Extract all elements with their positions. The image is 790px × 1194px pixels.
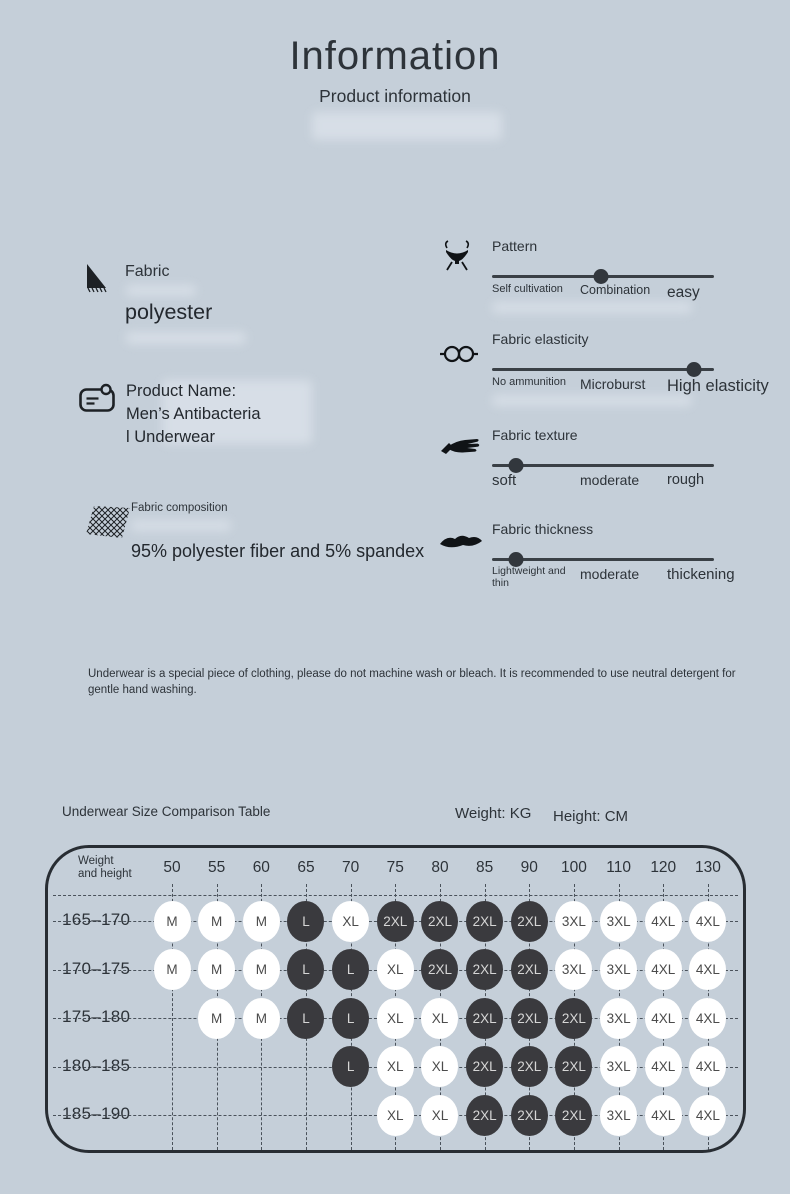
column-header: 110 <box>606 859 631 876</box>
size-bubble: 3XL <box>600 1046 637 1087</box>
size-bubble: 2XL <box>555 1046 592 1087</box>
slider-fabric-texture <box>492 427 790 505</box>
height-unit-label: Height: CM <box>553 808 629 825</box>
size-bubble: XL <box>377 949 414 990</box>
column-header: 100 <box>561 859 587 876</box>
slider-option: easy <box>667 284 700 301</box>
size-bubble: 2XL <box>555 998 592 1039</box>
size-bubble: 3XL <box>555 949 592 990</box>
column-header: 55 <box>208 859 226 876</box>
size-bubble: 4XL <box>645 1046 682 1087</box>
briefs-icon <box>438 238 476 279</box>
id-card-icon <box>78 382 118 419</box>
care-notice: Underwear is a special piece of clothing, please do not machine wash or bleach. It is recommended to use neutral detergent for gentle hand washing. <box>88 668 736 696</box>
size-bubble: XL <box>421 998 458 1039</box>
size-bubble: 4XL <box>645 1095 682 1136</box>
size-table-box <box>45 845 746 1153</box>
size-bubble: M <box>243 949 280 990</box>
slider-option: moderate <box>580 472 640 488</box>
size-table-title: Underwear Size Comparison Table <box>62 804 271 819</box>
size-bubble: 2XL <box>466 1046 503 1087</box>
size-bubble: 2XL <box>466 901 503 942</box>
size-bubble: 2XL <box>511 1095 548 1136</box>
size-bubble: 2XL <box>511 1046 548 1087</box>
fabric-weave-icon <box>84 504 132 545</box>
size-bubble: L <box>287 949 324 990</box>
page-subtitle: Product information <box>319 86 471 106</box>
slider-option: soft <box>492 472 517 489</box>
slider-option: thickening <box>667 566 735 583</box>
size-bubble: 2XL <box>511 998 548 1039</box>
slider-option: Self cultivation <box>492 283 563 295</box>
column-header: 85 <box>475 859 494 876</box>
slider-label: Fabric texture <box>492 427 578 443</box>
row-label: 185–190 <box>62 1104 131 1123</box>
size-bubble: 4XL <box>689 901 726 942</box>
page-title: Information <box>289 34 501 78</box>
slider-label: Fabric thickness <box>492 521 594 537</box>
row-label: 165–170 <box>62 910 131 929</box>
size-bubble: 3XL <box>600 998 637 1039</box>
slider-thumb <box>509 458 524 473</box>
size-bubble: 4XL <box>689 949 726 990</box>
size-bubble: XL <box>377 1046 414 1087</box>
slider-options <box>492 472 790 502</box>
slider-track <box>492 368 714 371</box>
slider-track <box>492 558 714 561</box>
size-bubble: XL <box>421 1046 458 1087</box>
size-bubble: M <box>243 998 280 1039</box>
slider-options <box>492 376 790 406</box>
size-bubble: M <box>198 998 235 1039</box>
size-bubble: L <box>332 1046 369 1087</box>
size-bubble: XL <box>377 998 414 1039</box>
column-header: 50 <box>163 859 181 876</box>
size-bubble: 2XL <box>466 949 503 990</box>
product-name-line: Men’s Antibacteria <box>126 405 261 423</box>
slider-option: Microburst <box>580 376 646 392</box>
size-bubble: 4XL <box>645 901 682 942</box>
size-bubble: 4XL <box>689 1046 726 1087</box>
size-bubble: 4XL <box>645 998 682 1039</box>
slider-thumb <box>593 269 608 284</box>
slider-options <box>492 566 790 596</box>
size-bubble: 4XL <box>689 1095 726 1136</box>
slider-options <box>492 283 790 313</box>
row-label: 170–175 <box>62 958 131 978</box>
feather-wing-icon <box>438 531 484 558</box>
size-bubble: L <box>332 998 369 1039</box>
size-bubble: M <box>243 901 280 942</box>
slider-option: Lightweight and thin <box>492 565 566 589</box>
slider-label: Fabric elasticity <box>492 331 589 347</box>
column-header: 80 <box>431 859 449 876</box>
product-name-label: Product Name: <box>126 382 237 400</box>
size-bubble: 3XL <box>600 901 637 942</box>
row-label: 175–180 <box>62 1007 131 1026</box>
slider-track <box>492 275 714 278</box>
size-bubble: L <box>287 901 324 942</box>
size-bubble: 2XL <box>511 901 548 942</box>
size-bubble: M <box>198 901 235 942</box>
column-header: 70 <box>342 859 360 876</box>
size-bubble: 2XL <box>555 1095 592 1136</box>
size-bubble: 2XL <box>377 901 414 942</box>
size-bubble: M <box>154 901 191 942</box>
size-bubble: 3XL <box>555 901 592 942</box>
size-bubble: 2XL <box>466 1095 503 1136</box>
fabric-value: polyester <box>125 300 213 324</box>
size-bubble: XL <box>332 901 369 942</box>
grid-hline <box>53 895 738 896</box>
product-name-block <box>126 380 261 449</box>
fabric-label: Fabric <box>125 263 170 280</box>
column-header: 90 <box>520 859 538 876</box>
slider-option: No ammunition <box>492 376 566 388</box>
size-bubble: L <box>287 998 324 1039</box>
slider-option: moderate <box>580 566 640 582</box>
size-bubble: 2XL <box>511 949 548 990</box>
slider-label: Pattern <box>492 238 538 254</box>
size-bubble: M <box>154 949 191 990</box>
triangle-ruler-icon <box>84 262 110 299</box>
watermark-smudge <box>126 285 196 296</box>
column-header: 75 <box>386 859 404 876</box>
row-label: 180–185 <box>62 1055 131 1075</box>
size-bubble: 3XL <box>600 1095 637 1136</box>
watermark-smudge <box>131 520 231 531</box>
watermark-smudge <box>312 112 502 140</box>
slider-fabric-elasticity <box>492 331 790 409</box>
size-bubble: XL <box>377 1095 414 1136</box>
column-header: 130 <box>694 859 721 876</box>
slider-fabric-thickness <box>492 521 790 599</box>
composition-value: 95% polyester fiber and 5% spandex <box>131 541 425 561</box>
size-bubble: 4XL <box>645 949 682 990</box>
column-header: 120 <box>650 859 677 876</box>
size-bubble: 2XL <box>421 901 458 942</box>
product-name-line: l Underwear <box>126 428 215 446</box>
slider-track <box>492 464 714 467</box>
slider-option: rough <box>667 472 705 488</box>
size-bubble: L <box>332 949 369 990</box>
column-header: 65 <box>297 859 315 876</box>
watermark-smudge <box>126 332 246 344</box>
corner-label: Weight and height <box>78 855 132 880</box>
size-bubble: 3XL <box>600 949 637 990</box>
size-bubble: M <box>198 949 235 990</box>
composition-label: Fabric composition <box>131 502 228 514</box>
hand-icon <box>438 433 482 464</box>
slider-option: High elasticity <box>667 377 769 395</box>
size-bubble: 2XL <box>421 949 458 990</box>
size-bubble: 2XL <box>466 998 503 1039</box>
weight-unit-label: Weight: KG <box>455 805 532 822</box>
column-header: 60 <box>252 859 270 876</box>
size-bubble: 4XL <box>689 998 726 1039</box>
slider-thumb <box>687 362 702 377</box>
slider-option: Combination <box>580 283 651 297</box>
slider-pattern <box>492 238 790 316</box>
stretch-loops-icon <box>438 341 480 372</box>
size-bubble: XL <box>421 1095 458 1136</box>
